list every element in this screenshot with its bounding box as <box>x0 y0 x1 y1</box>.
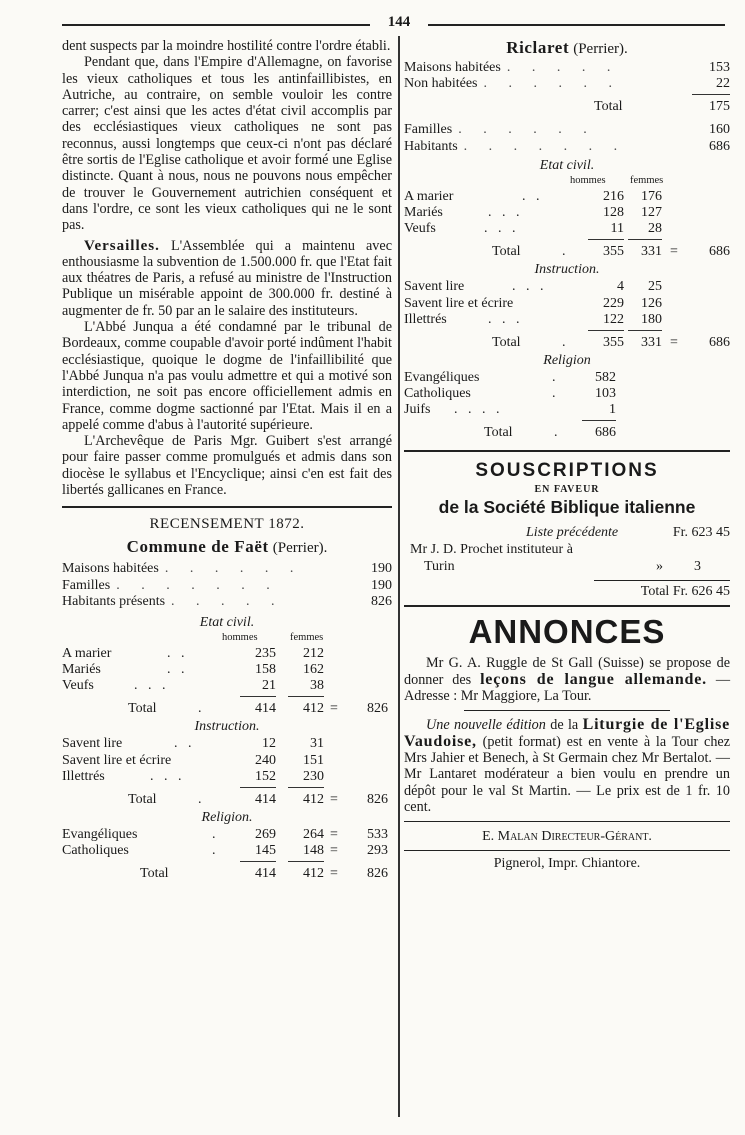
directeur-gerant: E. Malan Directeur-Gérant. <box>482 829 652 845</box>
total-row: Total . 414 412 = 826 <box>128 701 388 717</box>
total-francs: Total Fr. 626 45 <box>640 584 730 600</box>
commune-heading <box>404 38 730 58</box>
commune-heading <box>62 537 392 557</box>
table-row: A marier . . 235 212 <box>62 645 324 661</box>
souscriptions-title: SOUSCRIPTIONS <box>475 460 659 482</box>
faet-religion <box>62 827 392 883</box>
column-headers <box>62 632 392 646</box>
table-row: Savent lire et écrire 229 126 <box>404 295 662 311</box>
table-row: Mariés . . . 128 127 <box>404 204 662 220</box>
liste-precedente-row: Liste précédente Fr. 623 45 <box>526 525 730 541</box>
faet-instruction <box>62 736 392 809</box>
table-row: Savent lire . . . 4 25 <box>404 279 662 295</box>
header-rule-left <box>62 24 370 26</box>
en-faveur-label: EN FAVEUR <box>534 484 600 496</box>
riclaret-population <box>404 122 730 154</box>
left-column <box>62 38 392 883</box>
total-row: Total . 355 331 = 686 <box>492 334 730 350</box>
column-headers <box>404 175 730 189</box>
section-rule <box>404 605 730 607</box>
riclaret-etat-civil <box>404 189 730 262</box>
summary-row: Habitants présents . . . . . 826 <box>62 593 392 609</box>
paragraph-suspects: dent suspects par la moindre hostilité contre l'ordre établi. <box>62 38 391 54</box>
table-row: Juifs . . . . 1 <box>404 402 616 418</box>
table-row: Savent lire et écrire 240 151 <box>62 752 324 768</box>
header-hommes: hommes <box>222 631 258 643</box>
donor-line: Mr J. D. Prochet instituteur à <box>410 542 573 558</box>
annonces-title: ANNONCES <box>468 613 666 651</box>
table-row: Savent lire . . 12 31 <box>62 736 324 752</box>
riclaret-religion <box>404 370 730 443</box>
section-rule <box>404 450 730 452</box>
right-column <box>404 38 730 873</box>
page-number: 144 <box>387 14 411 30</box>
table-row: A marier . . 216 176 <box>404 188 662 204</box>
riclaret-instruction <box>404 279 730 352</box>
total-row: Total 175 <box>594 99 730 115</box>
summary-row: Maisons habitées . . . . . . 190 <box>62 561 392 577</box>
summary-row: Maisons habitées . . . . . 153 <box>404 60 730 75</box>
table-row: Illettrés . . . 122 180 <box>404 311 662 327</box>
section-rule <box>62 506 392 508</box>
table-row: Veufs . . . 11 28 <box>404 221 662 237</box>
table-row: Illettrés . . . 152 230 <box>62 768 324 784</box>
etat-civil-title: Etat civil. <box>539 157 595 173</box>
page-header <box>62 14 725 34</box>
religion-title: Religion. <box>201 810 253 825</box>
summary-row: Familles . . . . . . . 190 <box>62 577 392 593</box>
header-femmes: femmes <box>630 174 664 186</box>
summary-row: Non habitées . . . . . . 22 <box>404 76 730 92</box>
table-row: Veufs . . . 21 38 <box>62 678 324 694</box>
total-row: Total . 355 331 = 686 <box>492 244 730 260</box>
commune-riclaret-title: Riclaret <box>506 38 570 57</box>
societe-biblique-title: de la Société Biblique italienne <box>438 497 696 518</box>
commune-faet-title: Commune de Faët <box>126 537 269 557</box>
total-row: Total 414 412 = 826 <box>140 866 388 882</box>
table-row: Catholiques . 103 <box>404 386 616 402</box>
table-row: Catholiques . 145 148 = 293 <box>62 843 388 859</box>
paragraph-guibert: L'Archevêque de Paris Mgr. Guibert s'est arrangé pour faire passer comme promulgués et admis dans son diocèse le syllabus et l'Encyclique; ainsi c'en est fait des libertés gallicanes en France. <box>62 433 392 499</box>
table-row: Evangéliques . 582 <box>404 369 616 385</box>
column-divider <box>398 36 400 1117</box>
imprimerie: Pignerol, Impr. Chiantore. <box>493 856 641 872</box>
total-row: Total . 414 412 = 826 <box>128 792 388 807</box>
paragraph-allemagne: Pendant que, dans l'Empire d'Allemagne, on favorise les vieux catholiques et tous les antinfaillibistes, en Autriche, au contraire, on semble vouloir les contre carrer; c'est ainsi que les actes d'état civil accomplis par des ecclésiastiques vieux catholiques ne sont pas reconnus, aussi longtemps que ceux-ci n'ont pas déclaré être sortis de l'Eglise catholique et avoir formé une Eglise distincte. Quant à nous, nous ne pouvons nous empêcher de trouver le Gouvernement autrichien conséquent et dans l'ordre, ce sont les vieux catholiques qui ne le sont pas. <box>62 54 392 234</box>
annonce-lecons-allemand: Mr G. A. Ruggle de St Gall (Suisse) se propose de donner des leçons de langue allemande. — Adresse : Mr Maggiore, La Tour. <box>404 655 731 705</box>
header-rule-right <box>428 24 725 26</box>
donor-amount-row: Turin » 3 <box>424 559 701 575</box>
paragraph-versailles <box>62 238 392 319</box>
versailles-text: L'Assemblée qui a maintenu avec enthousiasme la subvention de 1.500.000 fr. que l'Etat fait aux théatres de Paris, a refusé au ministre de l'Instruction Publique un misérable appoint de 300.000 fr. destiné à augmenter de fr. 50 par an le salaire des instituteurs. <box>62 237 392 319</box>
annonce-liturgie: Une nouvelle édition de la Liturgie de l'Eglise Vaudoise, (petit format) est en vente à la Tour chez Mrs Jahier et Benech, à St Germain chez Mr Bertalot. — Mr Lantaret modérateur a bien voulu en prendre un dépôt pour le val St Martin. — Le prix est de 1 fr. 10 cent. <box>404 716 731 815</box>
table-row: Mariés . . 158 162 <box>62 662 324 678</box>
total-row: Total . 686 <box>484 425 616 441</box>
instruction-title: Instruction. <box>534 262 600 278</box>
religion-title: Religion <box>543 352 591 368</box>
etat-civil-title: Etat civil. <box>199 614 255 630</box>
versailles-title: Versailles. <box>84 237 160 254</box>
commune-faet-sub: (Perrier). <box>272 540 328 557</box>
header-femmes: femmes <box>290 631 324 643</box>
commune-riclaret-sub: (Perrier). <box>573 41 628 57</box>
faet-summary <box>62 561 392 610</box>
recensement-title: RECENSEMENT 1872. <box>149 516 305 533</box>
paragraph-junqua: L'Abbé Junqua a été condamné par le tribunal de Bordeaux, comme coupable d'avoir porté indûment l'habit ecclésiastique, quoique le dogme de l'infaillibilité que l'Abbé Junqua n'a pas voulu admettre et qui a motivé son interdiction, ne soit pas encore officiellement admis en France, comme dogme sactionné par l'Etat. Mais il en a appelé comme d'abus à l'autorité supérieure. <box>62 319 392 433</box>
summary-row: Habitants . . . . . . . 686 <box>404 138 730 154</box>
faet-etat-civil <box>62 646 392 719</box>
table-row: Evangéliques . 269 264 = 533 <box>62 827 388 842</box>
instruction-title: Instruction. <box>194 719 260 735</box>
header-hommes: hommes <box>570 174 606 186</box>
riclaret-maisons <box>404 60 730 116</box>
summary-row: Familles . . . . . . 160 <box>404 122 730 138</box>
